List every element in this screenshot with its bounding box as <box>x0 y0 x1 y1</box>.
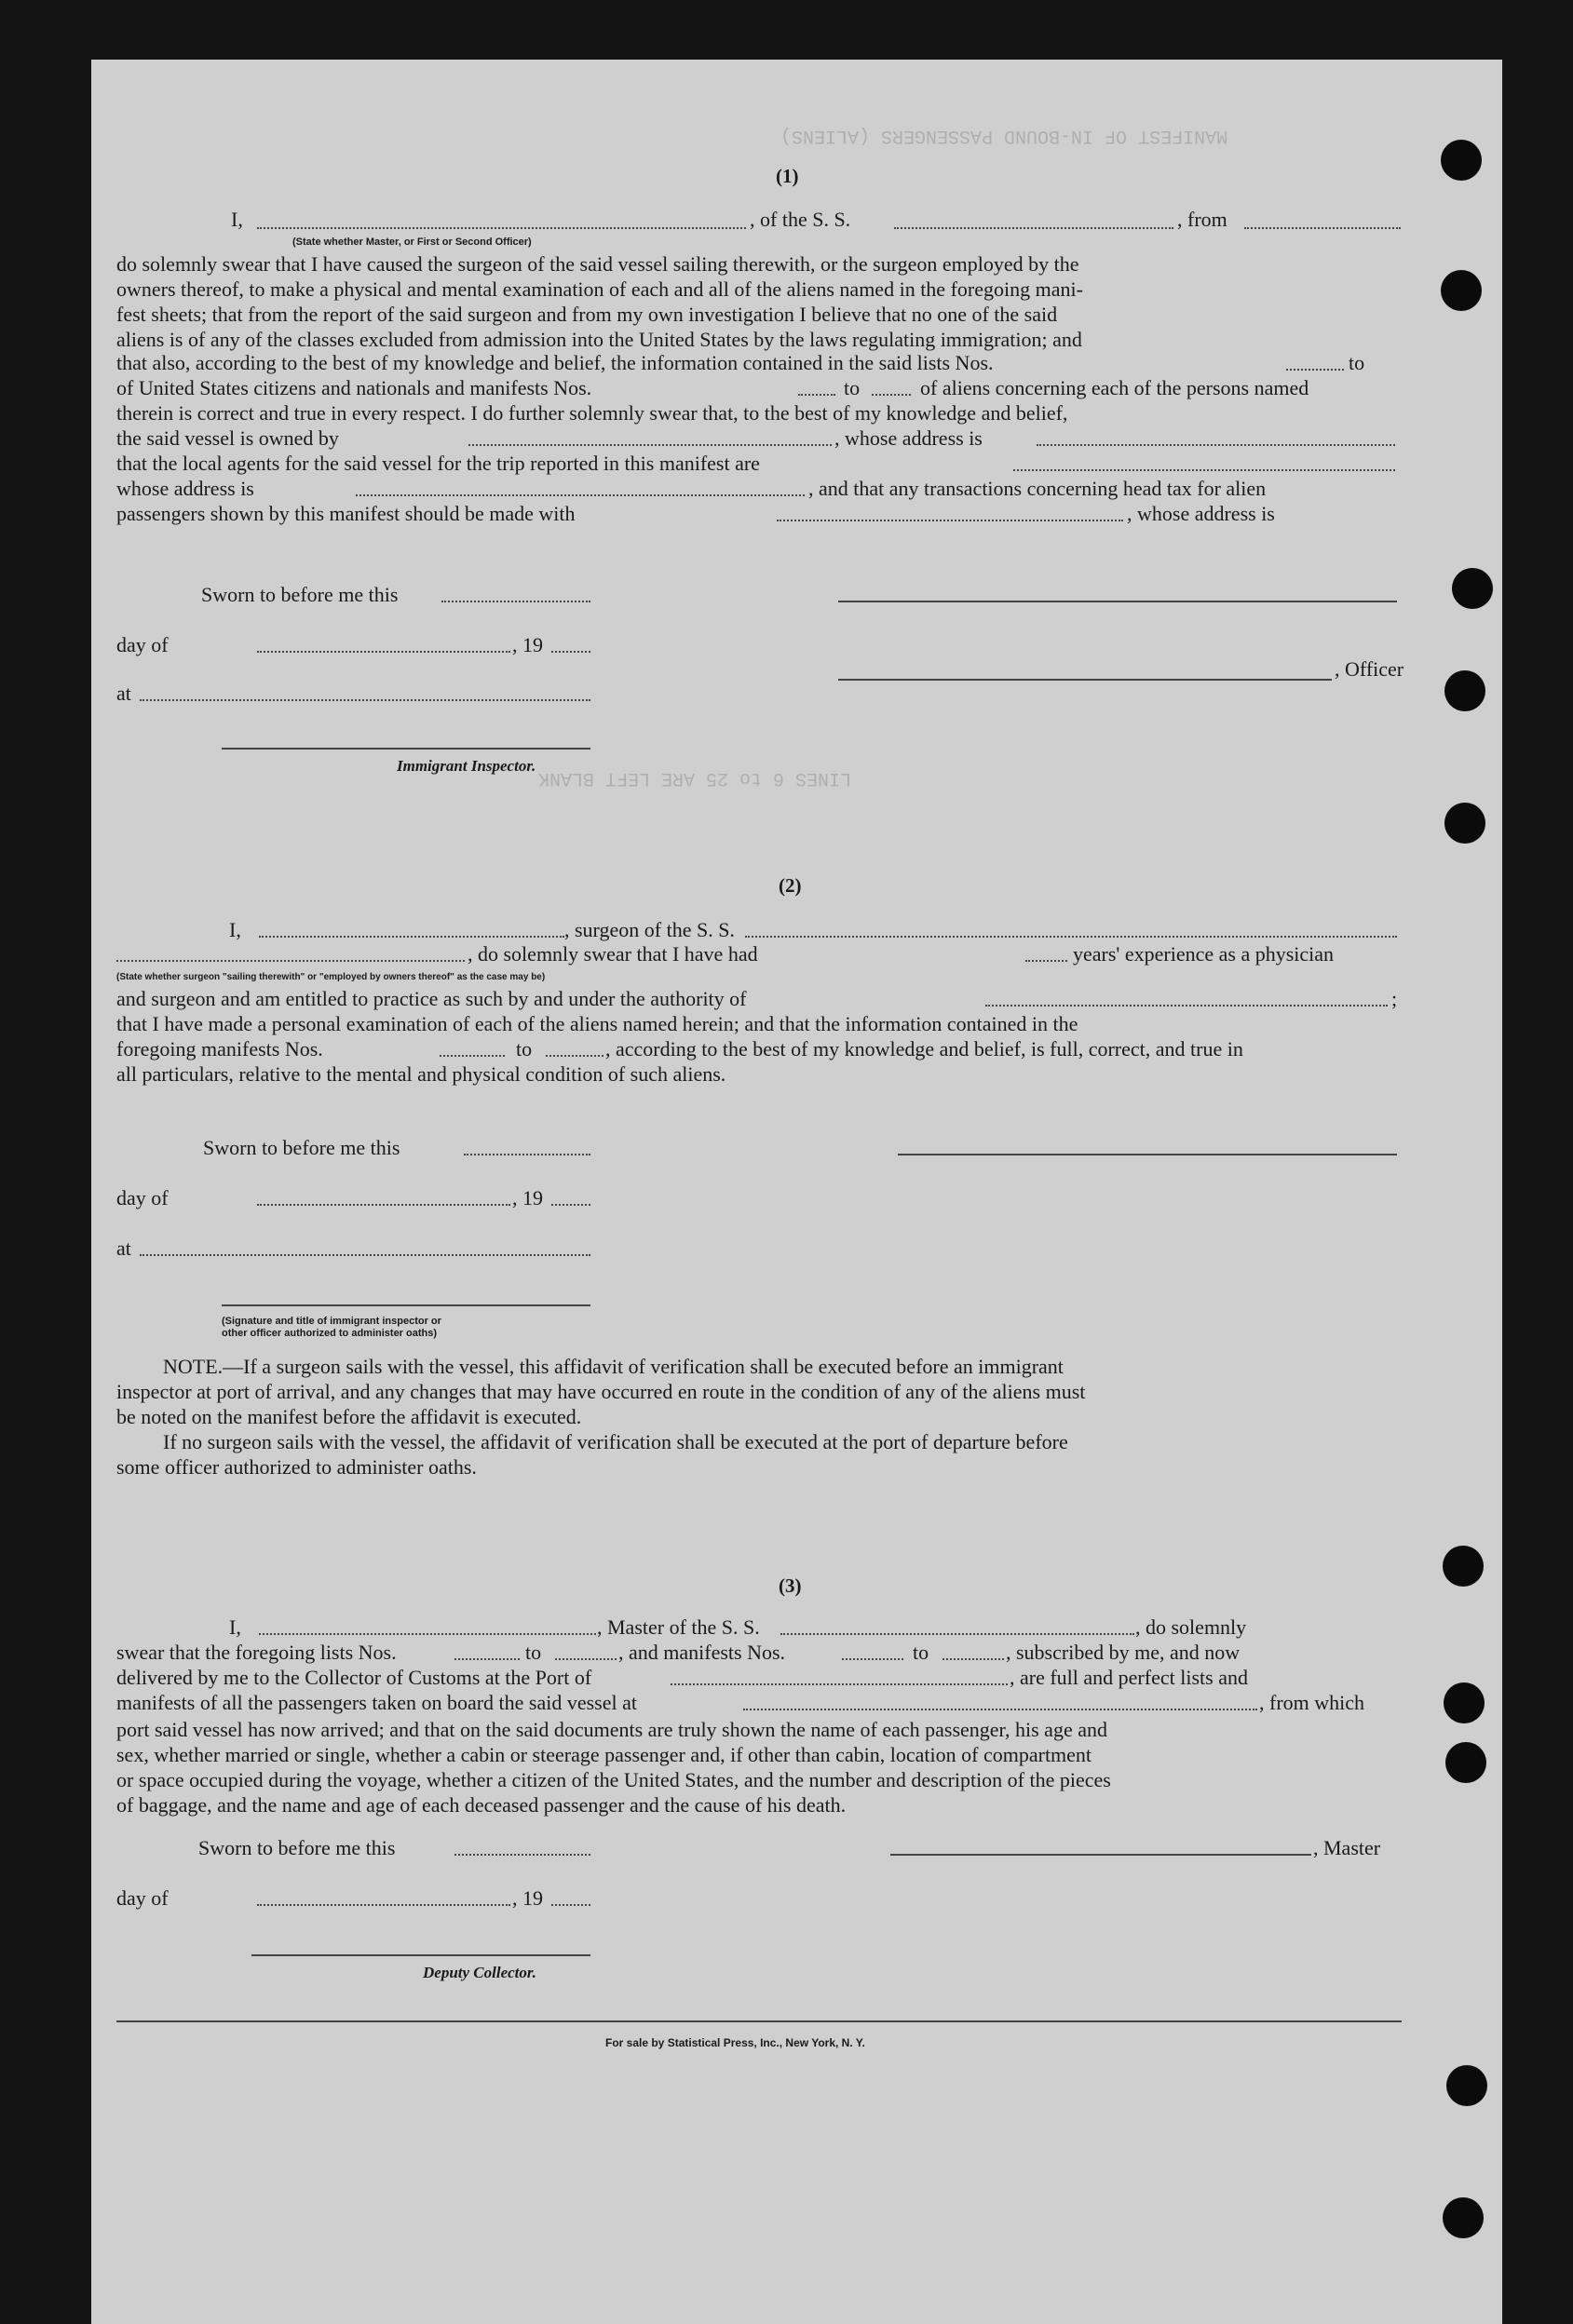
officer-label: , Officer <box>1335 657 1404 681</box>
inspector-signature-line[interactable] <box>222 748 590 750</box>
binder-hole <box>1452 568 1493 609</box>
oath-line-passengers: passengers shown by this manifest should be made with <box>116 502 576 525</box>
binder-hole <box>1446 2065 1487 2106</box>
oath-line-lists: that also, according to the best of my knowledge and belief, the information contained in the said lists Nos. <box>116 351 994 374</box>
oath-line-manifests: of United States citizens and nationals and manifests Nos. <box>116 376 592 399</box>
section-2-heading: (2) <box>779 874 802 897</box>
binder-hole <box>1443 1546 1484 1587</box>
binder-hole <box>1444 1682 1485 1723</box>
agents-field[interactable] <box>1013 469 1395 471</box>
immigrant-inspector-caption: Immigrant Inspector. <box>397 757 536 775</box>
label-years: years' experience as a physician <box>1073 942 1335 966</box>
label-solemnly: , do solemnly <box>1135 1615 1247 1639</box>
head-tax-party-field[interactable] <box>777 520 1123 521</box>
s2-inspector-signature-line[interactable] <box>222 1304 590 1306</box>
officer-rank-field[interactable] <box>257 227 746 229</box>
owner-address-field[interactable] <box>1037 444 1395 446</box>
signature-caption-2: other officer authorized to administer oaths) <box>222 1328 438 1339</box>
printer-footer: For sale by Statistical Press, Inc., New York, N. Y. <box>605 2036 865 2049</box>
manifest-no-from-field[interactable] <box>798 394 835 396</box>
s3-list-from-field[interactable] <box>454 1658 520 1660</box>
bleed-through-text: LINES 6 to 25 ARE LEFT BLANK <box>538 767 852 789</box>
surgeon-authority-line: and surgeon and am entitled to practice as such by and under the authority of <box>116 987 747 1010</box>
boarding-port-field[interactable] <box>743 1709 1257 1710</box>
section-1-heading: (1) <box>776 165 799 187</box>
s3-manifest-to-field[interactable] <box>942 1658 1004 1660</box>
binder-hole <box>1444 803 1485 844</box>
s3-manifest-from-field[interactable] <box>842 1658 903 1660</box>
label-to: to <box>913 1641 929 1664</box>
label-surgeon-of: , surgeon of the S. S. <box>564 918 735 941</box>
deputy-collector-caption: Deputy Collector. <box>423 1964 536 1981</box>
binder-hole <box>1441 270 1482 311</box>
year-label: , 19 <box>512 1186 543 1209</box>
place-field[interactable] <box>140 699 590 701</box>
master-port-line: delivered by me to the Collector of Customs at the Port of <box>116 1666 592 1689</box>
year-label: , 19 <box>512 633 543 656</box>
binder-hole <box>1445 1742 1486 1783</box>
label-full-and-perfect: , are full and perfect lists and <box>1010 1666 1248 1689</box>
surgeon-signature-line[interactable] <box>898 1154 1397 1155</box>
authority-field[interactable] <box>985 1005 1388 1007</box>
surgeon-caption: (State whether surgeon "sailing therewith" or "employed by owners thereof" as the case may be) <box>116 972 546 982</box>
surgeon-particulars-line: all particulars, relative to the mental and physical condition of such aliens. <box>116 1062 726 1086</box>
sworn-label: Sworn to before me this <box>203 1136 400 1159</box>
s3-list-to-field[interactable] <box>555 1658 617 1660</box>
label-i: I, <box>229 1615 241 1639</box>
oath-line-agent-address: whose address is <box>116 477 254 500</box>
sworn-label: Sworn to before me this <box>201 583 399 606</box>
at-label: at <box>116 682 131 705</box>
semicolon: ; <box>1391 987 1398 1010</box>
day-of-label: day of <box>116 633 169 656</box>
label-i: I, <box>231 208 243 231</box>
years-field[interactable] <box>1025 960 1067 962</box>
label-to: to <box>525 1641 542 1664</box>
port-of-field[interactable] <box>671 1683 1008 1685</box>
label-to: to <box>1349 351 1365 374</box>
label-to: to <box>844 376 861 399</box>
oath-line-agents: that the local agents for the said vessel for the trip reported in this manifest are <box>116 452 760 475</box>
manifest-no-to-field[interactable] <box>872 394 911 396</box>
port-from-field[interactable] <box>1244 227 1401 229</box>
oath-line-aliens: of aliens concerning each of the persons named <box>920 376 1309 399</box>
form-page <box>91 60 1502 2324</box>
label-master-of: , Master of the S. S. <box>597 1615 760 1639</box>
day-of-label: day of <box>116 1186 169 1209</box>
label-from: , from <box>1177 208 1227 231</box>
officer-caption: (State whether Master, or First or Second Officer) <box>292 236 532 248</box>
surgeon-exam-line: that I have made a personal examination of each of the aliens named herein; and that the information contained in the <box>116 1012 1078 1035</box>
ship-name-field[interactable] <box>894 227 1173 229</box>
label-and-manifests: , and manifests Nos. <box>618 1641 786 1664</box>
footer-rule <box>116 2020 1402 2022</box>
binder-hole <box>1441 140 1482 181</box>
section-3-heading: (3) <box>779 1574 802 1597</box>
collector-signature-line[interactable] <box>251 1954 590 1956</box>
day-of-label: day of <box>116 1886 169 1910</box>
master-board-line: manifests of all the passengers taken on board the said vessel at <box>116 1691 638 1714</box>
s2-place-field[interactable] <box>140 1254 590 1256</box>
surgeon-type-field[interactable] <box>116 960 465 962</box>
year-field[interactable] <box>551 651 590 653</box>
surgeon-manifest-line: foregoing manifests Nos. <box>116 1037 323 1061</box>
surgeon-name-field[interactable] <box>259 936 564 938</box>
label-whose-address: , whose address is <box>1127 502 1275 525</box>
surgeon-according-line: , according to the best of my knowledge and belief, is full, correct, and true in <box>605 1037 1243 1061</box>
s3-month-field[interactable] <box>257 1904 510 1906</box>
bleed-through-text: MANIFEST OF IN-BOUND PASSENGERS (ALIENS) <box>780 125 1228 146</box>
s2-manifest-from-field[interactable] <box>440 1055 505 1057</box>
s2-month-field[interactable] <box>257 1204 510 1206</box>
label-i: I, <box>229 918 241 941</box>
officer-signature-line-2[interactable] <box>838 679 1332 681</box>
master-signature-line[interactable] <box>890 1854 1311 1856</box>
sworn-day-field[interactable] <box>441 601 590 602</box>
label-to: to <box>516 1037 533 1061</box>
sworn-label: Sworn to before me this <box>198 1836 396 1859</box>
binder-hole <box>1443 2197 1484 2238</box>
label-swear: , do solemnly swear that I have had <box>468 942 758 966</box>
s3-year-field[interactable] <box>551 1904 590 1906</box>
master-label: , Master <box>1313 1836 1381 1859</box>
master-ship-field[interactable] <box>780 1633 1134 1635</box>
agent-address-field[interactable] <box>356 494 805 496</box>
at-label: at <box>116 1236 131 1260</box>
binder-hole <box>1444 670 1485 711</box>
s2-manifest-to-field[interactable] <box>546 1055 603 1057</box>
signature-caption-1: (Signature and title of immigrant inspector or <box>222 1316 441 1327</box>
s2-year-field[interactable] <box>551 1204 590 1206</box>
master-paragraph: port said vessel has now arrived; and that on the said documents are truly shown the name of each passenger, his age and sex, whether married or single, whether a cabin or steerage passenger and, if other than cabin, location of compartment or space occupied during the voyage, whether a citizen of the United States, and the number and description of the pieces of baggage, and the name and age of each deceased passenger and the cause of his death. <box>116 1718 1111 1817</box>
label-from-which: , from which <box>1259 1691 1365 1714</box>
master-name-field[interactable] <box>259 1633 596 1635</box>
master-lists-line: swear that the foregoing lists Nos. <box>116 1641 397 1664</box>
owner-field[interactable] <box>468 444 832 446</box>
oath-line-further: therein is correct and true in every respect. I do further solemnly swear that, to the best of my knowledge and belief, <box>116 401 1068 425</box>
note-paragraph: NOTE.—If a surgeon sails with the vessel, this affidavit of verification shall be executed before an immigrant inspector at port of arrival, and any changes that may have occurred en route in the condition of any of the aliens must be noted on the manifest before the affidavit is executed. If no surgeon sails with the vessel, the affidavit of verification shall be executed at the port of departure before some officer authorized to administer oaths. <box>116 1355 1086 1479</box>
month-field[interactable] <box>257 651 510 653</box>
label-subscribed: , subscribed by me, and now <box>1006 1641 1241 1664</box>
s2-sworn-day-field[interactable] <box>464 1154 590 1155</box>
list-no-from-field[interactable] <box>1286 369 1344 371</box>
oath-line-head-tax: , and that any transactions concerning head tax for alien <box>808 477 1267 500</box>
s3-sworn-day-field[interactable] <box>454 1854 590 1856</box>
label-whose-address: , whose address is <box>834 426 983 450</box>
year-label: , 19 <box>512 1886 543 1910</box>
officer-signature-line-1[interactable] <box>838 601 1397 602</box>
oath-paragraph-1: do solemnly swear that I have caused the surgeon of the said vessel sailing therewith, or the surgeon employed by the owners thereof, to make a physical and mental examination of each and all of the aliens named in the foregoing mani- fest sheets; that from the report of the said surgeon and from my own investigation I believe that no one of the said aliens is of any of the classes excluded from admission into the United States by the laws regulating immigration; and <box>116 252 1083 351</box>
surgeon-ship-field[interactable] <box>745 936 1397 938</box>
oath-line-owner: the said vessel is owned by <box>116 426 339 450</box>
label-of-ss: , of the S. S. <box>750 208 851 231</box>
